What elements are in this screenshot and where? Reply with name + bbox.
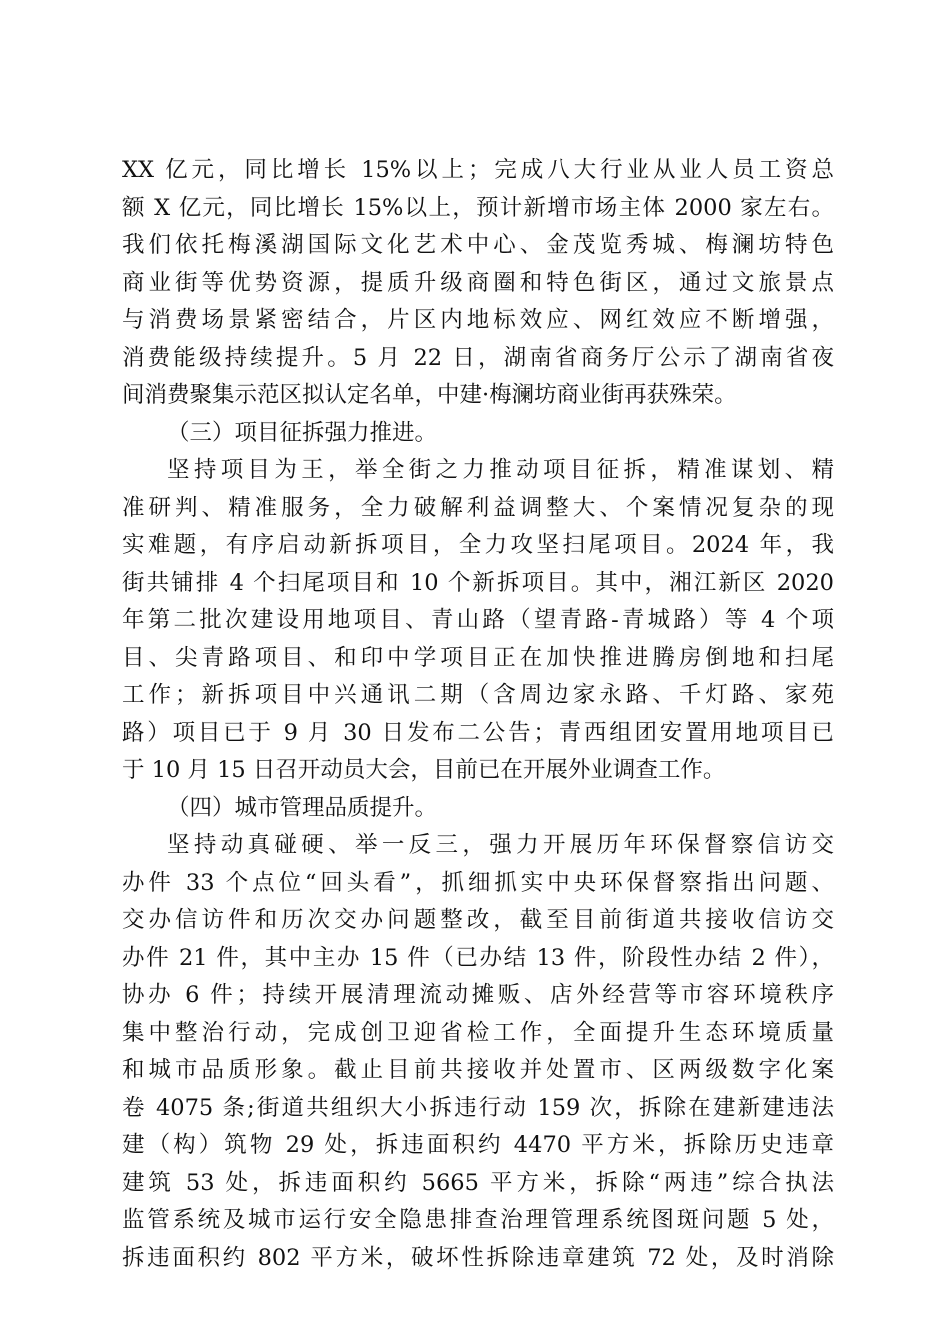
text-line: 卷 4075 条;街道共组织大小拆违行动 159 次，拆除在建新建违法 [122,1094,834,1121]
text-line: 建（构）筑物 29 处，拆违面积约 4470 平方米，拆除历史违章 [122,1132,834,1158]
text-line: 建筑 53 处，拆违面积约 5665 平方米，拆除“两违”综合执法 [122,1169,834,1196]
text-line: 办件 21 件，其中主办 15 件（已办结 13 件，阶段性办结 2 件）， [122,944,834,971]
text-line: 监管系统及城市运行安全隐患排查治理管理系统图斑问题 5 处， [122,1207,834,1233]
text-line: 工作；新拆项目中兴通讯二期（含周边家永路、千灯路、家苑 [122,682,834,708]
text-line: 准研判、精准服务，全力破解利益调整大、个案情况复杂的现 [122,494,834,521]
text-line: 商业街等优势资源，提质升级商圈和特色街区，通过文旅景点 [122,269,834,296]
text-line: 办件 33 个点位“回头看”，抓细抓实中央环保督察指出问题、 [122,869,834,896]
text-line: 坚持项目为王，举全街之力推动项目征拆，精准谋划、精 [167,457,834,483]
text-line: 街共铺排 4 个扫尾项目和 10 个新拆项目。其中，湘江新区 2020 [122,569,834,596]
text-line: 路）项目已于 9 月 30 日发布二公告；青西组团安置用地项目已 [122,719,834,746]
text-line: 年第二批次建设用地项目、青山路（望青路-青城路）等 4 个项 [122,607,834,633]
paragraph-consumption [122,152,834,415]
text-line: 目、尖青路项目、和印中学项目正在加快推进腾房倒地和扫尾 [122,644,834,671]
text-line: 我们依托梅溪湖国际文化艺术中心、金茂览秀城、梅澜坊特色 [122,232,834,258]
text-line: 与消费场景紧密结合，片区内地标效应、网红效应不断增强， [122,307,834,333]
paragraph-project-demolition [122,452,834,790]
text-line: 坚持动真碰硬、举一反三，强力开展历年环保督察信访交 [167,832,834,858]
text-line: 和城市品质形象。截止目前共接收并处置市、区两级数字化案 [122,1057,834,1083]
text-line: 实难题，有序启动新拆项目，全力攻坚扫尾项目。2024 年，我 [122,532,834,558]
text-line: 协办 6 件；持续开展清理流动摊贩、店外经营等市容环境秩序 [122,982,834,1008]
text-line: 交办信访件和历次交办问题整改，截至目前街道共接收信访交 [122,907,834,933]
text-line: 拆违面积约 802 平方米，破坏性拆除违章建筑 72 处，及时消除 [122,1244,834,1271]
paragraph-city-management [122,827,834,1277]
section-heading-four: （四）城市管理品质提升。 [167,794,438,821]
document-body [122,152,834,1277]
section-heading-three: （三）项目征拆强力推进。 [167,419,438,446]
text-line: 间消费聚集示范区拟认定名单，中建·梅澜坊商业街再获殊荣。 [122,382,737,408]
text-line: 消费能级持续提升。5 月 22 日，湖南省商务厅公示了湖南省夜 [122,344,834,371]
text-line: 于 10 月 15 日召开动员大会，目前已在开展外业调查工作。 [122,757,726,783]
text-line: 额 X 亿元，同比增长 15%以上，预计新增市场主体 2000 家左右。 [122,194,834,221]
text-line: 集中整治行动，完成创卫迎省检工作，全面提升生态环境质量 [122,1019,834,1046]
text-line: XX 亿元，同比增长 15%以上；完成八大行业从业人员工资总 [122,157,834,183]
